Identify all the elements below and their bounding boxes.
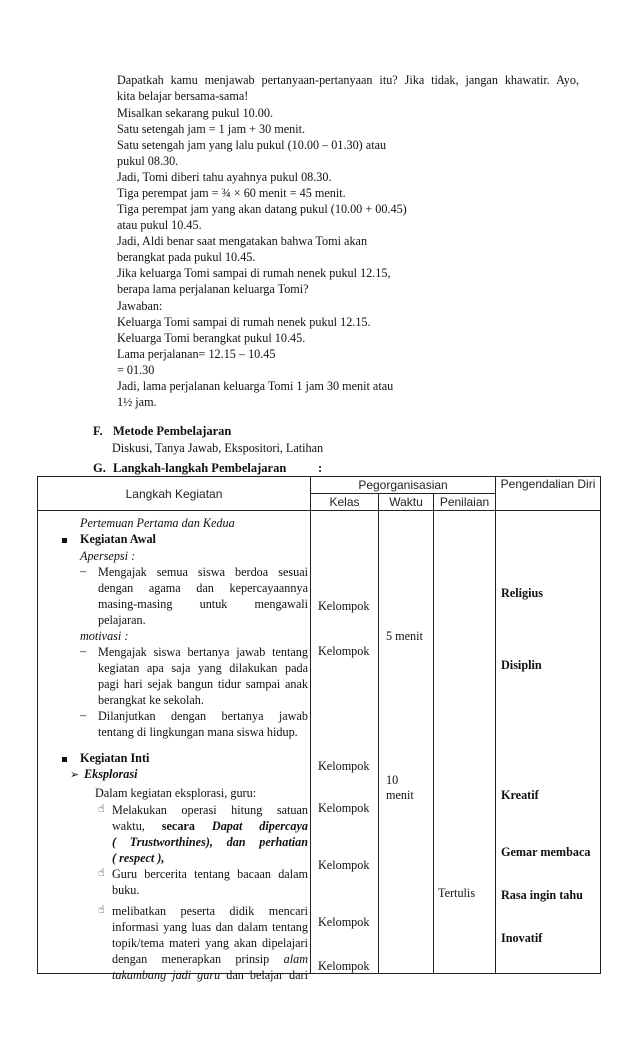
intro-line-16: Keluarga Tomi sampai di rumah nenek pukul 12.15. bbox=[117, 315, 371, 329]
intro-line-7: Jadi, Tomi diberi tahu ayahnya pukul 08.30. bbox=[117, 170, 332, 184]
section-f-label: F. bbox=[93, 424, 103, 438]
motivasi-label: motivasi : bbox=[80, 629, 129, 643]
eksplorasi-item-1-line-4: ( respect ), bbox=[112, 851, 165, 865]
body-cell-waktu bbox=[379, 511, 434, 974]
kegiatan-inti-heading: Kegiatan Inti bbox=[80, 751, 150, 765]
motivasi-item-1-line-2: kegiatan apa saja yang dilakukan pada bbox=[98, 661, 308, 675]
eksplorasi-item-3-line-3: topik/tema materi yang akan dipelajari bbox=[112, 936, 308, 950]
text-alam: alam bbox=[283, 952, 308, 966]
intro-line-19: = 01.30 bbox=[117, 363, 155, 377]
intro-line-20: Jadi, lama perjalanan keluarga Tomi 1 jam 30 menit atau bbox=[117, 379, 394, 393]
motivasi-item-1-line-3: pagi hari sejak bangun tidur sampai anak bbox=[98, 677, 308, 691]
intro-line-8: Tiga perempat jam = ¾ × 60 menit = 45 menit. bbox=[117, 186, 346, 200]
value-religius: Religius bbox=[501, 586, 543, 600]
intro-line-3: Misalkan sekarang pukul 10.00. bbox=[117, 106, 274, 120]
header-waktu: Waktu bbox=[379, 494, 434, 511]
kelas-kelompok-7: Kelompok bbox=[318, 959, 370, 973]
header-pegorganisasian: Pegorganisasian bbox=[311, 477, 496, 494]
intro-line-10: atau pukul 10.45. bbox=[117, 218, 202, 232]
header-langkah-kegiatan: Langkah Kegiatan bbox=[38, 477, 311, 511]
section-g-title: Langkah-langkah Pembelajaran bbox=[113, 461, 287, 475]
text-secara: secara bbox=[161, 819, 195, 833]
intro-line-18: Lama perjalanan= 12.15 – 10.45 bbox=[117, 347, 276, 361]
pointing-hand-icon: ☝ bbox=[98, 802, 105, 815]
pointing-hand-icon: ☝ bbox=[98, 903, 105, 916]
eksplorasi-intro: Dalam kegiatan eksplorasi, guru: bbox=[95, 786, 257, 800]
dash-bullet-icon: – bbox=[80, 644, 87, 658]
intro-line-4: Satu setengah jam = 1 jam + 30 menit. bbox=[117, 122, 306, 136]
text-dan-belajar: dan belajar dari bbox=[226, 968, 308, 982]
intro-line-2: kita belajar bersama-sama! bbox=[117, 89, 249, 103]
motivasi-item-2-line-2: tentang di lingkungan mana siswa hidup. bbox=[98, 725, 298, 739]
text-dapat-dipercaya: Dapat dipercaya bbox=[211, 819, 309, 833]
kelas-kelompok-1: Kelompok bbox=[318, 599, 370, 613]
waktu-10: 10 bbox=[386, 773, 399, 787]
value-disiplin: Disiplin bbox=[501, 658, 542, 672]
square-bullet-icon bbox=[62, 757, 67, 762]
box-arrow-icon: ➢ bbox=[70, 768, 80, 781]
eksplorasi-item-1-line-2 bbox=[112, 819, 308, 833]
eksplorasi-item-3-line-5 bbox=[112, 968, 308, 982]
intro-line-14: berapa lama perjalanan keluarga Tomi? bbox=[117, 282, 309, 296]
kegiatan-awal-heading: Kegiatan Awal bbox=[80, 532, 156, 546]
value-inovatif: Inovatif bbox=[501, 931, 543, 945]
eksplorasi-item-3-line-1: melibatkan peserta didik mencari bbox=[112, 904, 308, 918]
section-g-colon: : bbox=[318, 461, 323, 475]
pertemuan-label: Pertemuan Pertama dan Kedua bbox=[80, 516, 235, 530]
intro-line-13: Jika keluarga Tomi sampai di rumah nenek pukul 12.15, bbox=[117, 266, 391, 280]
square-bullet-icon bbox=[62, 538, 67, 543]
body-cell-penilaian bbox=[434, 511, 496, 974]
kelas-kelompok-3: Kelompok bbox=[318, 759, 370, 773]
apersepsi-label: Apersepsi : bbox=[80, 549, 136, 563]
value-gemar-membaca: Gemar membaca bbox=[501, 845, 591, 859]
apersepsi-item-line-3: masing-masing untuk mengawali bbox=[98, 597, 308, 611]
waktu-menit: menit bbox=[386, 788, 414, 802]
motivasi-item-2-line-1: Dilanjutkan dengan bertanya jawab bbox=[98, 709, 308, 723]
motivasi-item-1-line-1: Mengajak siswa bertanya jawab tentang bbox=[98, 645, 308, 659]
dash-bullet-icon: – bbox=[80, 708, 87, 722]
dash-bullet-icon: – bbox=[80, 564, 87, 578]
kelas-kelompok-4: Kelompok bbox=[318, 801, 370, 815]
body-cell-pengendalian bbox=[496, 511, 601, 974]
eksplorasi-item-1-line-3: ( Trustworthines), dan perhatian bbox=[112, 835, 308, 849]
intro-line-1: Dapatkah kamu menjawab pertanyaan-pertanyaan itu? Jika tidak, jangan khawatir. Ayo, bbox=[117, 73, 579, 87]
intro-line-15: Jawaban: bbox=[117, 299, 163, 313]
eksplorasi-item-1-line-1: Melakukan operasi hitung satuan bbox=[112, 803, 308, 817]
eksplorasi-heading: Eksplorasi bbox=[84, 767, 138, 781]
intro-line-5: Satu setengah jam yang lalu pukul (10.00 – 01.30) atau bbox=[117, 138, 387, 152]
pointing-hand-icon: ☝ bbox=[98, 866, 105, 879]
header-kelas: Kelas bbox=[311, 494, 379, 511]
header-pengendalian-diri: Pengendalian Diri bbox=[496, 477, 601, 511]
apersepsi-item-line-4: pelajaran. bbox=[98, 613, 146, 627]
apersepsi-item-line-2: dengan agama dan kepercayaannya bbox=[98, 581, 308, 595]
penilaian-tertulis: Tertulis bbox=[438, 886, 476, 900]
intro-line-21: 1½ jam. bbox=[117, 395, 157, 409]
section-f-body: Diskusi, Tanya Jawab, Ekspositori, Latihan bbox=[112, 441, 324, 455]
kelas-kelompok-5: Kelompok bbox=[318, 858, 370, 872]
value-rasa-ingin-tahu: Rasa ingin tahu bbox=[501, 888, 583, 902]
section-g-label: G. bbox=[93, 461, 106, 475]
eksplorasi-item-3-line-4 bbox=[112, 952, 308, 966]
apersepsi-item-line-1: Mengajak semua siswa berdoa sesuai bbox=[98, 565, 308, 579]
eksplorasi-item-2-line-2: buku. bbox=[112, 883, 140, 897]
header-penilaian: Penilaian bbox=[434, 494, 496, 511]
text-takambang: takambang jadi guru bbox=[112, 968, 221, 982]
intro-line-6: pukul 08.30. bbox=[117, 154, 179, 168]
value-kreatif: Kreatif bbox=[501, 788, 539, 802]
body-cell-kelas bbox=[311, 511, 379, 974]
section-f-title: Metode Pembelajaran bbox=[113, 424, 232, 438]
text-waktu: waktu, bbox=[112, 819, 145, 833]
waktu-5-menit: 5 menit bbox=[386, 629, 423, 643]
intro-line-17: Keluarga Tomi berangkat pukul 10.45. bbox=[117, 331, 306, 345]
eksplorasi-item-3-line-2: informasi yang luas dan dalam tentang bbox=[112, 920, 308, 934]
eksplorasi-item-2-line-1: Guru bercerita tentang bacaan dalam bbox=[112, 867, 308, 881]
intro-line-12: berangkat pada pukul 10.45. bbox=[117, 250, 256, 264]
text-dengan-menerapkan: dengan menerapkan prinsip bbox=[112, 952, 270, 966]
motivasi-item-1-line-4: berangkat ke sekolah. bbox=[98, 693, 204, 707]
intro-line-9: Tiga perempat jam yang akan datang pukul (10.00 + 00.45) bbox=[117, 202, 407, 216]
kelas-kelompok-2: Kelompok bbox=[318, 644, 370, 658]
intro-line-11: Jadi, Aldi benar saat mengatakan bahwa Tomi akan bbox=[117, 234, 368, 248]
kelas-kelompok-6: Kelompok bbox=[318, 915, 370, 929]
